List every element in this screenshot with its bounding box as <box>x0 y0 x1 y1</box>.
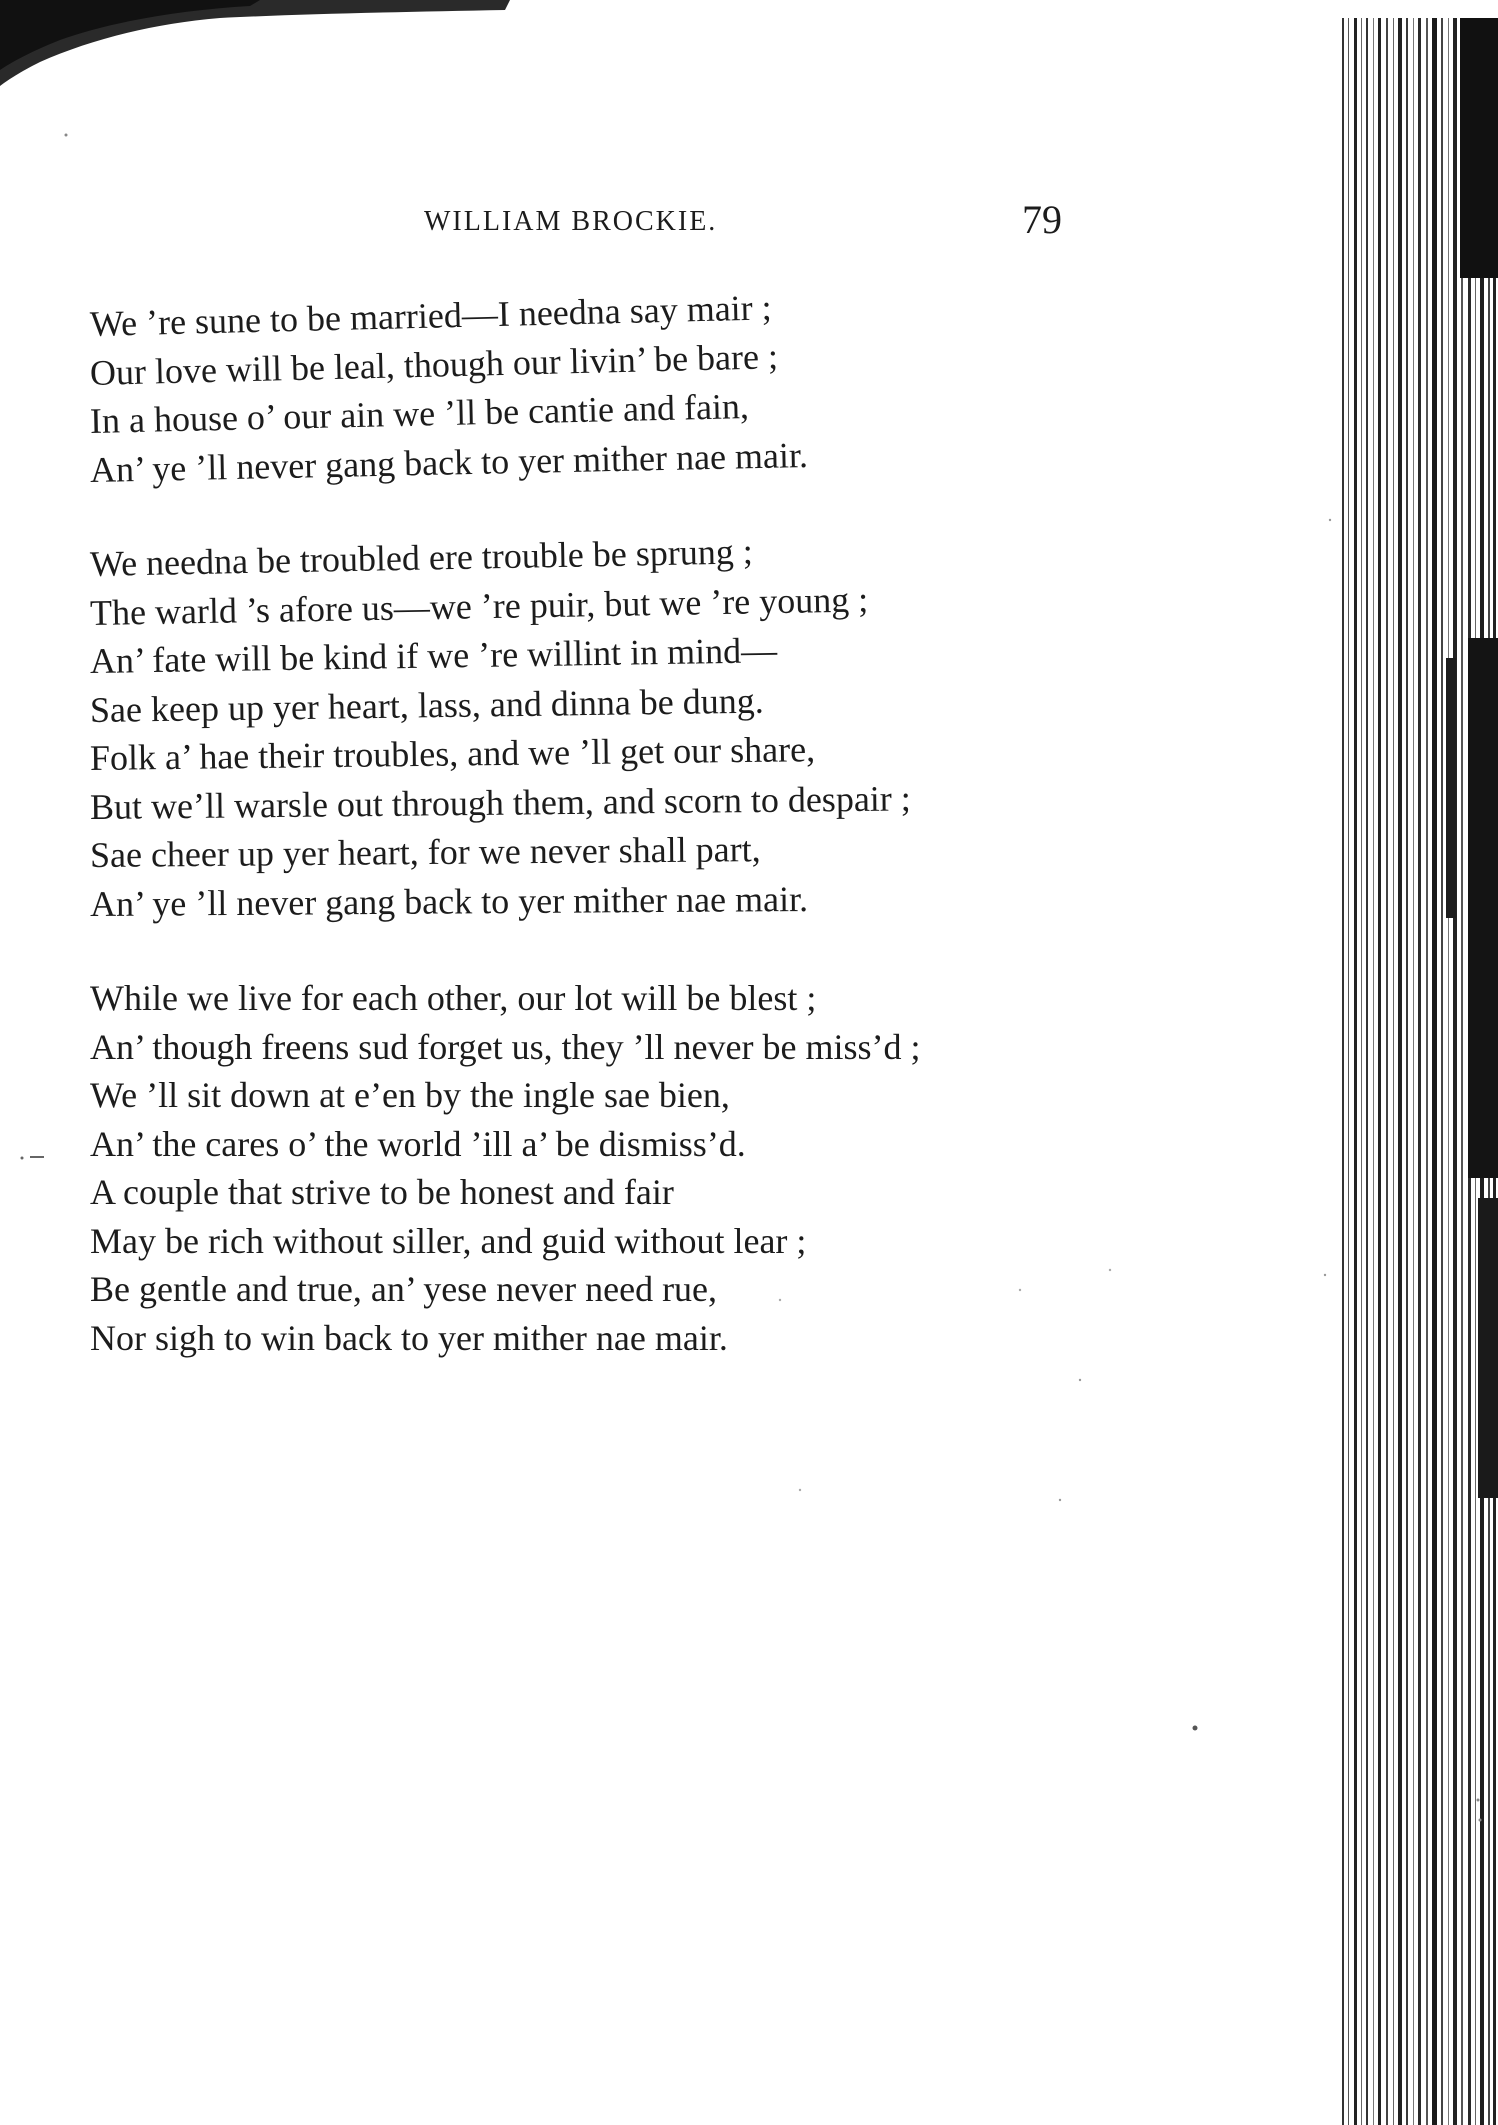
poem-body <box>89 287 1090 1408</box>
stanza-3 <box>90 974 1090 1362</box>
poem-line: May be rich without siller, and guid without lear ; <box>90 1220 807 1261</box>
poem-line: A couple that strive to be honest and fair <box>90 1172 674 1212</box>
poem-line: We ’ll sit down at e’en by the ingle sae bien, <box>90 1075 730 1115</box>
poem-line: Folk a’ hae their troubles, and we ’ll get our share, <box>89 729 816 778</box>
poem-line: But we’ll warsle out through them, and scorn to despair ; <box>89 777 911 827</box>
poem-line: We ’re sune to be married—I needna say mair ; <box>89 287 773 344</box>
poem-line: An’ fate will be kind if we ’re willint in mind— <box>89 630 778 681</box>
poem-line: Be gentle and true, an’ yese never need rue, <box>90 1269 718 1309</box>
poem-line: An’ the cares o’ the world ’ill a’ be dismiss’d. <box>90 1123 746 1164</box>
poem-line: An’ ye ’ll never gang back to yer mither nae mair. <box>89 434 809 490</box>
scan-corner-smudge <box>0 0 510 90</box>
poem-line: In a house o’ our ain we ’ll be cantie and fain, <box>89 386 750 441</box>
poem-line: Sae keep up yer heart, lass, and dinna be dung. <box>89 680 765 730</box>
poem-line: While we live for each other, our lot will be blest ; <box>90 978 817 1018</box>
poem-line: Sae cheer up yer heart, for we never shall part, <box>89 829 761 875</box>
poem-line: The warld ’s afore us—we ’re puir, but we ’re young ; <box>89 578 869 633</box>
running-head: WILLIAM BROCKIE. <box>424 206 718 237</box>
poem-line: Nor sigh to win back to yer mither nae mair. <box>90 1317 728 1358</box>
book-binding-edge <box>1340 18 1498 2125</box>
stanza-1 <box>89 287 1090 494</box>
poem-line: We needna be troubled ere trouble be sprung ; <box>89 531 754 584</box>
page-number: 79 <box>1022 197 1062 242</box>
poem-line: An’ ye ’ll never gang back to yer mither nae mair. <box>89 878 809 924</box>
page-header <box>0 196 1498 246</box>
poem-line: An’ though freens sud forget us, they ’ll never be miss’d ; <box>90 1026 921 1067</box>
stanza-2 <box>89 531 1090 928</box>
poem-line: Our love will be leal, though our livin’ be bare ; <box>89 335 779 393</box>
